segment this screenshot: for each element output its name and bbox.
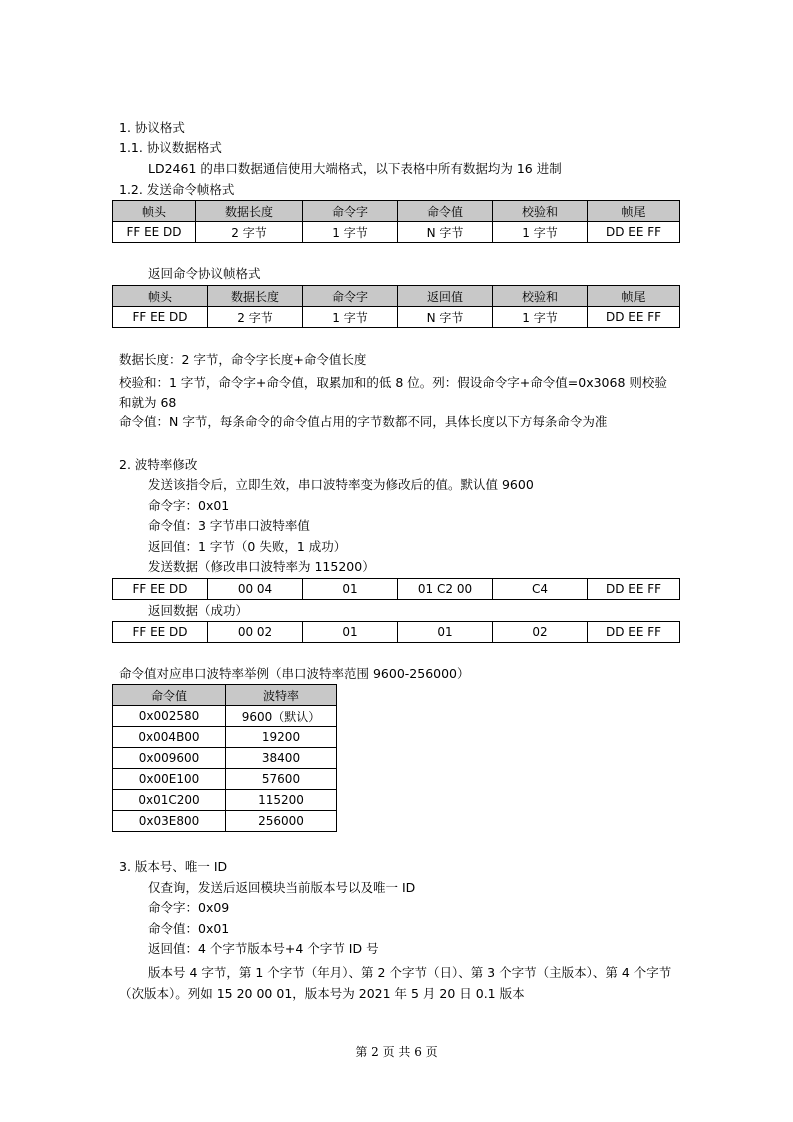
- table-header-cell: 帧头: [113, 201, 196, 222]
- table-cell: 01: [303, 622, 398, 643]
- section-2-desc: 发送该指令后，立即生效，串口波特率变为修改后的值。默认值 9600: [148, 477, 534, 492]
- section-2-cmdval: 命令值：3 字节串口波特率值: [148, 518, 310, 533]
- table-cell: 2 字节: [196, 222, 303, 243]
- table-cell: FF EE DD: [113, 222, 196, 243]
- section-2-title: 2. 波特率修改: [119, 457, 198, 472]
- table-cell: C4: [493, 579, 588, 600]
- table-header-cell: 数据长度: [196, 201, 303, 222]
- table-row: [113, 307, 680, 328]
- table-row: [113, 790, 337, 811]
- table-header-row: [113, 201, 680, 222]
- table-cell: 1 字节: [303, 222, 398, 243]
- table-cell: 115200: [226, 790, 337, 811]
- section-3-version-desc: 版本号 4 字节，第 1 个字节（年月）、第 2 个字节（日）、第 3 个字节（主版本）、第 4 个字节（次版本）。列如 15 20 00 01，版本号为 2021 年 5 月 20 日 0.1 版本: [119, 965, 672, 1001]
- table-row: [113, 811, 337, 832]
- table-header-cell: 帧头: [113, 286, 208, 307]
- table-row: [113, 222, 680, 243]
- table-cell: 00 04: [208, 579, 303, 600]
- table-cell: N 字节: [398, 222, 493, 243]
- section-1-title: 1. 协议格式: [119, 120, 185, 135]
- table-cell: 256000: [226, 811, 337, 832]
- table-cell: 2 字节: [208, 307, 303, 328]
- baud-rate-table: [112, 684, 337, 832]
- page-footer: 第 2 页 共 6 页: [355, 1045, 438, 1059]
- table-cell: N 字节: [398, 307, 493, 328]
- table-cell: FF EE DD: [113, 307, 208, 328]
- return-frame-table: [112, 285, 680, 328]
- table-cell: 38400: [226, 748, 337, 769]
- table-row: [113, 622, 680, 643]
- table-cell: FF EE DD: [113, 579, 208, 600]
- section-1-2-title: 1.2. 发送命令帧格式: [119, 182, 235, 197]
- table-header-cell: 命令值: [113, 685, 226, 706]
- section-3-cmd: 命令字：0x09: [148, 900, 230, 915]
- section-3-retval: 返回值：4 个字节版本号+4 个字节 ID 号: [148, 941, 379, 956]
- section-1-1-title: 1.1. 协议数据格式: [119, 140, 222, 155]
- table-cell: 0x00E100: [113, 769, 226, 790]
- section-2-retval: 返回值：1 字节（0 失败，1 成功）: [148, 539, 347, 554]
- section-2-cmd: 命令字：0x01: [148, 498, 230, 513]
- table-cell: 9600（默认）: [226, 706, 337, 727]
- note-checksum: 校验和：1 字节，命令字+命令值，取累加和的低 8 位。列：假设命令字+命令值=0x3068 则校验和就为 68: [119, 375, 667, 410]
- note-data-length: 数据长度：2 字节，命令字长度+命令值长度: [119, 352, 367, 367]
- table-cell: DD EE FF: [588, 307, 680, 328]
- table-cell: DD EE FF: [588, 222, 680, 243]
- table-header-cell: 命令字: [303, 286, 398, 307]
- section-2-return-label: 返回数据（成功）: [148, 603, 249, 618]
- table-cell: 0x009600: [113, 748, 226, 769]
- table-cell: 19200: [226, 727, 337, 748]
- baud-return-data-table: [112, 621, 680, 643]
- table-cell: FF EE DD: [113, 622, 208, 643]
- table-cell: 01: [303, 579, 398, 600]
- table-header-row: [113, 286, 680, 307]
- table-cell: 57600: [226, 769, 337, 790]
- table-header-row: [113, 685, 337, 706]
- table-row: [113, 579, 680, 600]
- table-cell: 1 字节: [493, 222, 588, 243]
- table-header-cell: 数据长度: [208, 286, 303, 307]
- table-cell: 1 字节: [303, 307, 398, 328]
- table-header-cell: 命令字: [303, 201, 398, 222]
- table-row: [113, 769, 337, 790]
- table-header-cell: 返回值: [398, 286, 493, 307]
- table-header-cell: 帧尾: [588, 201, 680, 222]
- section-3-title: 3. 版本号、唯一 ID: [119, 859, 228, 874]
- note-command-value: 命令值：N 字节，每条命令的命令值占用的字节数都不同，具体长度以下方每条命令为准: [119, 414, 608, 429]
- table-row: [113, 706, 337, 727]
- table-cell: 0x004B00: [113, 727, 226, 748]
- table-row: [113, 727, 337, 748]
- table-cell: 01 C2 00: [398, 579, 493, 600]
- table-header-cell: 帧尾: [588, 286, 680, 307]
- table-row: [113, 748, 337, 769]
- section-1-1-text: LD2461 的串口数据通信使用大端格式，以下表格中所有数据均为 16 进制: [148, 161, 562, 176]
- section-2-send-label: 发送数据（修改串口波特率为 115200）: [148, 559, 375, 574]
- table-cell: 0x03E800: [113, 811, 226, 832]
- table-header-cell: 校验和: [493, 201, 588, 222]
- table-header-cell: 校验和: [493, 286, 588, 307]
- table-cell: DD EE FF: [588, 579, 680, 600]
- table-cell: 02: [493, 622, 588, 643]
- section-3-desc: 仅查询，发送后返回模块当前版本号以及唯一 ID: [148, 880, 416, 895]
- table-cell: 0x01C200: [113, 790, 226, 811]
- baud-example-title: 命令值对应串口波特率举例（串口波特率范围 9600-256000）: [119, 666, 470, 681]
- table-header-cell: 命令值: [398, 201, 493, 222]
- section-3-cmdval: 命令值：0x01: [148, 921, 230, 936]
- baud-send-data-table: [112, 578, 680, 600]
- table-header-cell: 波特率: [226, 685, 337, 706]
- table-cell: DD EE FF: [588, 622, 680, 643]
- return-frame-title: 返回命令协议帧格式: [148, 266, 261, 281]
- table-cell: 0x002580: [113, 706, 226, 727]
- table-cell: 1 字节: [493, 307, 588, 328]
- table-cell: 01: [398, 622, 493, 643]
- send-frame-table: [112, 200, 680, 243]
- table-cell: 00 02: [208, 622, 303, 643]
